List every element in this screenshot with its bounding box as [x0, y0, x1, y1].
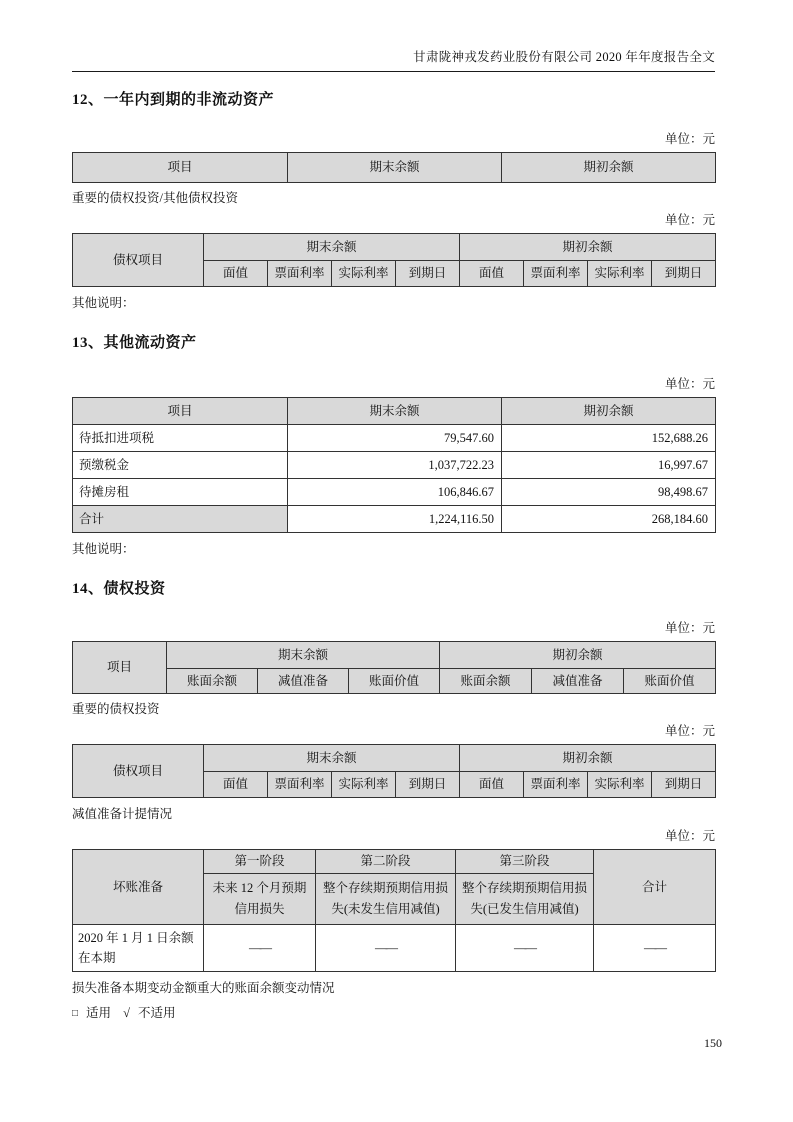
subheader-cell: 实际利率 [588, 772, 652, 798]
subheader-cell: 到期日 [652, 261, 716, 287]
section-14-title: 14、债权投资 [72, 581, 166, 597]
group-header-cell: 期初余额 [440, 642, 716, 669]
subheader-cell: 到期日 [396, 261, 460, 287]
subheader-cell: 实际利率 [588, 261, 652, 287]
table-row [73, 925, 716, 972]
row-label-cell: 2020 年 1 月 1 日余额在本期 [73, 925, 204, 972]
subheader-cell: 到期日 [396, 772, 460, 798]
section-13-title: 13、其他流动资产 [72, 335, 197, 351]
subheader-cell: 减值准备 [258, 669, 349, 694]
subheader-cell: 到期日 [652, 772, 716, 798]
empty-value-cell: —— [204, 925, 316, 972]
table-row [73, 479, 716, 506]
note-other-remarks: 其他说明： [72, 542, 135, 556]
group-header-cell: 期末余额 [167, 642, 440, 669]
s12-summary-table [72, 152, 716, 183]
item-cell: 待抵扣进项税 [73, 425, 288, 452]
unit-label: 单位：元 [664, 377, 715, 391]
header-cell: 期初余额 [502, 153, 716, 183]
empty-value-cell: —— [594, 925, 716, 972]
unit-label: 单位：元 [664, 724, 715, 738]
not-applicable-label: 不适用 [137, 1006, 176, 1020]
unit-label: 单位：元 [664, 829, 715, 843]
empty-value-cell: —— [316, 925, 456, 972]
subheader-cell: 账面价值 [624, 669, 716, 694]
s12-debt-items-table [72, 233, 716, 287]
header-cell: 项目 [73, 153, 288, 183]
total-value-cell: 268,184.60 [502, 506, 716, 533]
group-header-cell: 期末余额 [204, 234, 460, 261]
stage-header-cell: 第二阶段 [316, 850, 456, 874]
s14-debt-investment-table [72, 641, 716, 694]
stage-header-cell: 第一阶段 [204, 850, 316, 874]
stage-description-cell: 未来 12 个月预期信用损失 [204, 874, 316, 925]
table-header-row [73, 398, 716, 425]
stage-header-cell: 第三阶段 [456, 850, 594, 874]
subheader-cell: 减值准备 [532, 669, 624, 694]
corner-cell: 项目 [73, 642, 167, 694]
item-cell: 预缴税金 [73, 452, 288, 479]
total-value-cell: 1,224,116.50 [288, 506, 502, 533]
unit-label: 单位：元 [664, 213, 715, 227]
item-cell: 待摊房租 [73, 479, 288, 506]
corner-cell: 坏账准备 [73, 850, 204, 925]
page-content [72, 0, 715, 1021]
subheader-cell: 实际利率 [332, 261, 396, 287]
section-12-title: 12、一年内到期的非流动资产 [72, 92, 275, 108]
note-important-debt-investment: 重要的债权投资 [72, 702, 160, 716]
note-loss-provision-change: 损失准备本期变动金额重大的账面余额变动情况 [72, 981, 335, 995]
header-cell: 项目 [73, 398, 288, 425]
table-row [73, 425, 716, 452]
corner-cell: 债权项目 [73, 745, 204, 798]
subheader-cell: 票面利率 [268, 261, 332, 287]
value-cell: 106,846.67 [288, 479, 502, 506]
s14-bad-debt-provision-table [72, 849, 716, 972]
unit-label: 单位：元 [664, 132, 715, 146]
table-row [73, 452, 716, 479]
applicable-label: 适用 [86, 1006, 112, 1020]
subheader-cell: 账面余额 [167, 669, 258, 694]
page-header [72, 0, 715, 72]
corner-cell: 债权项目 [73, 234, 204, 287]
note-impairment-provision: 减值准备计提情况 [72, 807, 173, 821]
empty-value-cell: —— [456, 925, 594, 972]
total-label-cell: 合计 [73, 506, 288, 533]
header-cell: 期初余额 [502, 398, 716, 425]
value-cell: 79,547.60 [288, 425, 502, 452]
value-cell: 152,688.26 [502, 425, 716, 452]
subheader-cell: 票面利率 [268, 772, 332, 798]
note-important-debt-investment: 重要的债权投资/其他债权投资 [72, 191, 238, 205]
value-cell: 98,498.67 [502, 479, 716, 506]
subheader-cell: 账面余额 [440, 669, 532, 694]
subheader-cell: 面值 [204, 261, 268, 287]
page-number: 150 [704, 1036, 722, 1050]
subheader-cell: 实际利率 [332, 772, 396, 798]
report-title: 甘肃陇神戎发药业股份有限公司 2020 年年度报告全文 [413, 50, 715, 64]
group-header-cell: 期初余额 [460, 745, 716, 772]
unit-label: 单位：元 [664, 621, 715, 635]
table-total-row [73, 506, 716, 533]
subheader-cell: 面值 [460, 261, 524, 287]
group-header-cell: 期初余额 [460, 234, 716, 261]
check-mark-icon: √ [123, 1006, 130, 1020]
subheader-cell: 面值 [204, 772, 268, 798]
applicability-line [72, 1006, 715, 1021]
value-cell: 16,997.67 [502, 452, 716, 479]
s14-debt-items-table [72, 744, 716, 798]
s13-other-current-assets-table [72, 397, 716, 533]
header-cell: 期末余额 [288, 153, 502, 183]
header-cell: 期末余额 [288, 398, 502, 425]
subheader-cell: 账面价值 [349, 669, 440, 694]
stage-description-cell: 整个存续期预期信用损失(已发生信用减值) [456, 874, 594, 925]
checkbox-unchecked-icon: □ [72, 1008, 79, 1019]
subheader-cell: 票面利率 [524, 261, 588, 287]
value-cell: 1,037,722.23 [288, 452, 502, 479]
subheader-cell: 票面利率 [524, 772, 588, 798]
header-divider [72, 71, 715, 72]
stage-description-cell: 整个存续期预期信用损失(未发生信用减值) [316, 874, 456, 925]
note-other-remarks: 其他说明： [72, 296, 135, 310]
group-header-cell: 期末余额 [204, 745, 460, 772]
subheader-cell: 面值 [460, 772, 524, 798]
total-header-cell: 合计 [594, 850, 716, 925]
